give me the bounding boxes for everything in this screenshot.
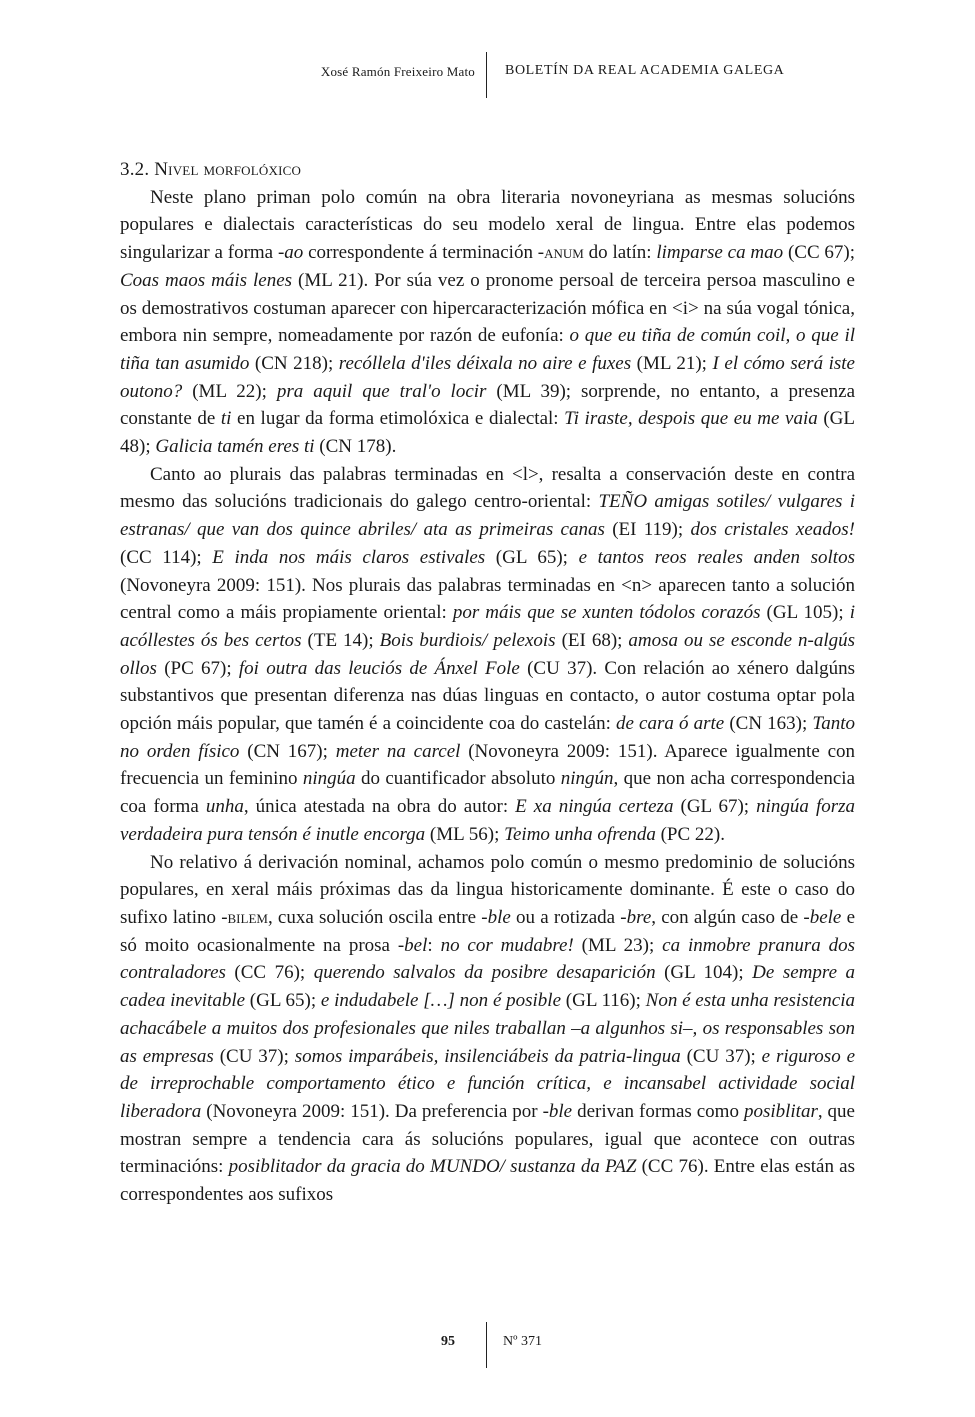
italic-citation: querendo salvalos da posibre desaparición [313,962,656,984]
text-run: (GL 65); [245,990,321,1012]
text-run: , única atestada na obra do autor: [243,796,516,818]
text-run: (GL 105); [760,602,850,624]
italic-citation: e riguroso e de irreprochable comportamento ético e función crítica, e incansabel actividade social liberadora [120,1045,855,1122]
paragraph [120,849,855,1209]
italic-citation: ningún [560,768,614,790]
italic-citation: Coas maos máis lenes [120,269,293,291]
text-run: Neste plano priman polo común na obra literaria novoneyriana as mesmas solucións populares e dialectais características do seu modelo xeral de lingua. Entre elas podemos singularizar a forma [120,186,855,264]
italic-citation: -bre [620,906,652,928]
text-run: (GL 48); [120,408,856,458]
text-run: (Novoneyra 2009: 151). Nos plurais das palabras terminadas en <n> aparecen tanto a solución central como a máis propiamente oriental: [120,574,855,624]
text-run: , que mostran sempre a tendencia cara ás solucións populares, igual que acontece con outras terminacións: [120,1100,855,1178]
text-run: e só moito ocasionalmente na prosa [120,906,855,956]
running-footer [0,1322,975,1368]
text-run: (EI 119); [604,519,691,541]
text-run: (ML 23); [573,934,663,956]
section-title: Nivel morfolóxico [154,159,302,180]
text-run: (Novoneyra 2009: 151). Da preferencia por [201,1100,543,1122]
italic-citation: ti [220,408,232,430]
text-run: (PC 22). [655,823,725,845]
italic-citation: ca inmobre pranura dos contraladores [120,934,856,984]
text-run: (CU 37); [213,1045,295,1067]
italic-citation: posiblitar [743,1100,818,1122]
italic-citation: Tanto no orden físico [120,713,855,762]
text-run: (CC 76); [225,962,314,984]
text-run: (GL 116); [561,990,646,1012]
italic-citation: de cara ó arte [616,713,725,735]
italic-citation: -bel [397,934,428,956]
text-run: ou a rotizada [510,906,621,928]
text-run: (GL 67); [673,796,757,818]
italic-citation: ningúa [302,768,356,790]
italic-citation: Teimo unha ofrenda [504,823,656,845]
running-header [0,52,975,98]
section-number: 3.2. [120,159,150,180]
section-heading [120,156,855,184]
text-run: en lugar da forma etimolóxica e dialectal: [231,408,565,430]
paragraph [120,184,855,461]
italic-citation: e indudabele […] non é posible [320,990,562,1012]
text-run: (CC 114); [120,546,213,568]
text-run: (GL 104); [655,962,753,984]
paragraph [120,461,855,849]
italic-citation: limparse ca mao [656,242,784,264]
text-run: (PC 67); [156,657,239,679]
text-run: (CN 218); [249,352,339,374]
text-run: do latín: [583,242,657,264]
italic-citation: foi outra das leuciós de Ánxel Fole [238,657,520,679]
text-run: , cuxa solución oscila entre [267,906,482,928]
text-run: , que non acha correspondencia coa forma [120,768,855,818]
text-run: (GL 65); [485,546,579,568]
text-run: , con algún caso de [651,906,804,928]
italic-citation: -ao [277,242,304,264]
text-run: (ML 56); [425,823,505,845]
text-run: (CN 163); [724,713,813,735]
text-run: (CN 178). [314,436,397,458]
text-run: correspondente á terminación [303,242,538,264]
page-body [120,156,855,1209]
italic-citation: meter na carcel [335,740,461,762]
text-run: do cuantificador absoluto [355,768,561,790]
text-run: (CC 67); [783,242,856,264]
text-run: (CC 76). Entre elas están as correspondentes aos sufixos [120,1156,855,1206]
italic-citation: posiblitador da gracia do MUNDO/ sustanza da PAZ [228,1156,637,1178]
issue-number: Nº 371 [503,1334,542,1349]
italic-citation: I el cómo será iste outono? [120,352,855,402]
italic-citation: E inda nos máis claros estivales [212,546,486,568]
header-author: Xosé Ramón Freixeiro Mato [320,64,475,79]
text-run: (CU 37); [680,1045,762,1067]
italic-citation: somos imparábeis, insilenciábeis da patria-lingua [294,1045,681,1067]
text-run: (CN 167); [239,740,336,762]
italic-citation: amosa ou se esconde n-algús ollos [120,629,856,679]
header-divider [486,52,487,98]
italic-citation: Ti iraste, despois que eu me vaia [564,408,818,430]
latin-suffix: -anum [537,242,584,264]
text-run: derivan formas como [572,1100,744,1122]
footer-divider [486,1322,487,1368]
italic-citation: dos cristales xeados! [690,519,855,541]
page-number: 95 [441,1334,455,1349]
text-run: (Novoneyra 2009: 151). Aparece igualmente con frecuencia un feminino [120,740,856,790]
text-run: No relativo á derivación nominal, achamos polo común o mesmo predominio de solucións populares, en xeral máis próximas das da lingua historicamente dominante. É este o caso do sufixo latino [120,851,855,928]
text-run: Canto ao plurais das palabras terminadas en <l>, resalta a conservación deste en contra mesmo das solucións tradicionais do galego centro-oriental: [120,463,855,513]
italic-citation: unha [205,796,244,818]
text-run: (ML 21). Por súa vez o pronome persoal de terceira persoa masculino e os demostrativos costuman aparecer con hipercaracterización mófica en <i> na súa vogal tónica, embora nin sempre, nomeadamente por razón de eufonía: [120,269,855,347]
italic-citation: e tantos reos reales anden soltos [578,546,855,568]
text-run: (TE 14); [301,629,380,651]
italic-citation: E xa ningúa certeza [515,796,674,818]
italic-citation: ningúa forza verdadeira pura tensón é inutle encorga [120,796,856,845]
text-run: : [427,934,441,956]
text-run: (EI 68); [555,629,629,651]
italic-citation: Non é esta unha resistencia achacábele a muitos dos profesionales que niles traballan –a algunhos si–, os responsables son as empresas [120,990,856,1067]
text-run: (ML 39); sorprende, no entanto, a presenza constante de [120,380,856,430]
italic-citation: por máis que se xunten tódolos corazós [452,602,761,624]
italic-citation: -ble [542,1100,573,1122]
header-journal-title: BOLETÍN DA REAL ACADEMIA GALEGA [505,63,785,78]
italic-citation: Bois burdiois/ pelexois [379,629,556,651]
latin-suffix: -bilem [221,906,268,928]
italic-citation: TEÑO amigas sotiles/ vulgares i estranas/ que van dos quince abriles/ ata as primeiras canas [120,491,855,541]
italic-citation: i acóllestes ós bes certos [120,602,855,651]
italic-citation: -ble [481,906,511,928]
text-run: (ML 21); [631,352,713,374]
italic-citation: o que eu tiña de común coil, o que il tiña tan asumido [120,325,855,374]
text-run: (ML 22); [182,380,277,402]
italic-citation: pra aquil que tral'o locir [276,380,487,402]
italic-citation: recóllela d'iles déixala no aire e fuxes [338,352,632,374]
italic-citation: Galicia tamén eres ti [155,436,315,458]
italic-citation: De sempre a cadea inevitable [120,962,856,1012]
text-run: (CU 37). Con relación ao xénero dalgúns substantivos que presentan diferenza nas dúas linguas en contacto, o autor costuma optar pola opción máis popular, que tamén é a coincidente coa do castelán: [120,657,855,735]
italic-citation: -bele [803,906,842,928]
italic-citation: no cor mudabre! [440,934,574,956]
